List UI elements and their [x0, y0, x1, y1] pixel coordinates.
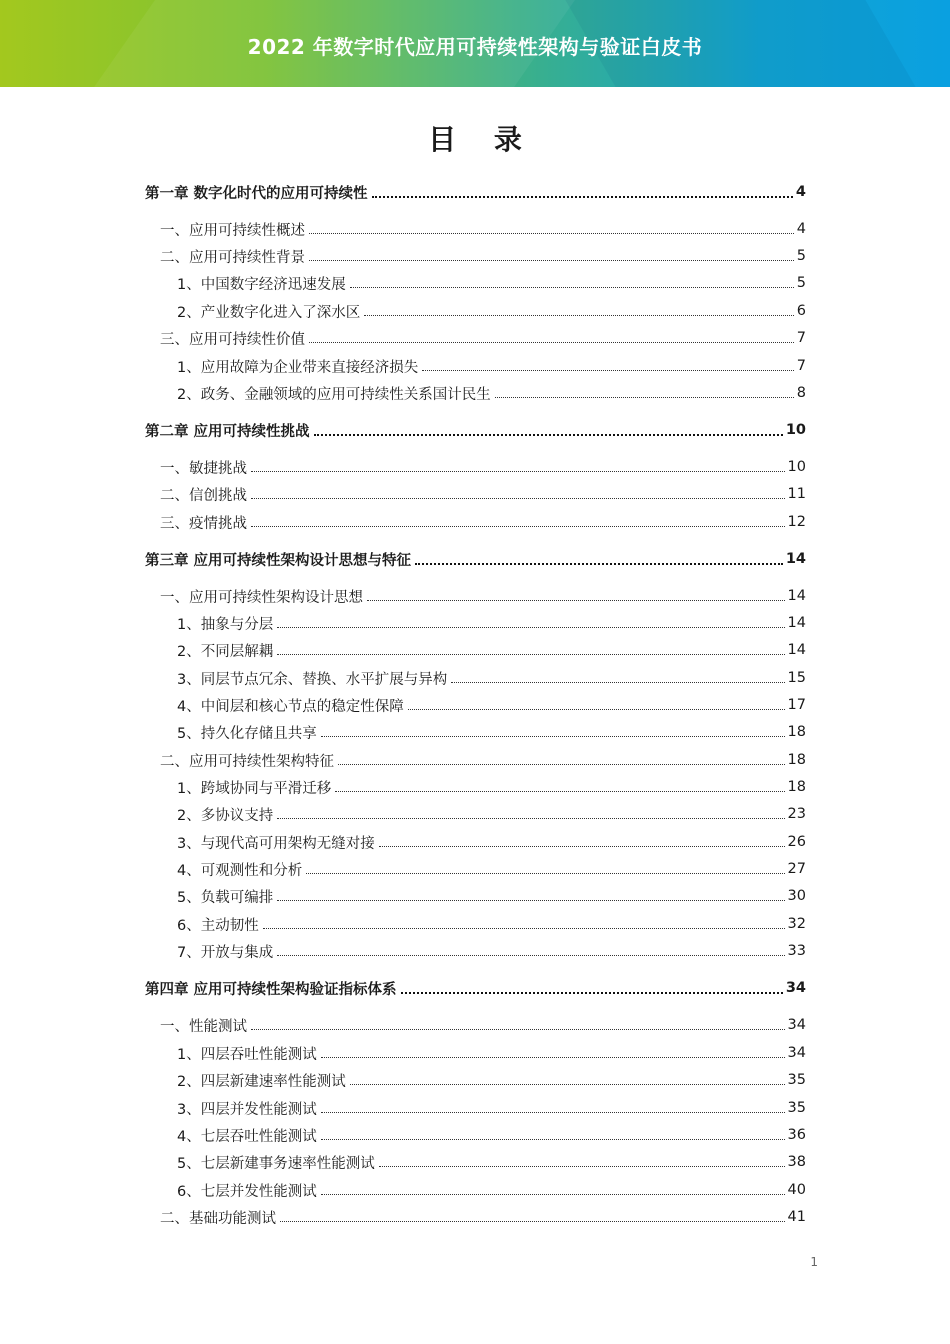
toc-entry-text: 一、应用可持续性概述 [160, 222, 305, 239]
toc-page-number: 23 [787, 806, 806, 822]
toc-page-number: 40 [787, 1182, 806, 1198]
toc-subsection[interactable] [145, 667, 806, 689]
toc-page-number: 10 [785, 422, 806, 438]
toc-subsection[interactable] [145, 913, 806, 935]
toc-subsection[interactable] [145, 1042, 806, 1064]
dot-leader [251, 1029, 785, 1030]
toc-subsection[interactable] [145, 803, 806, 825]
toc-page-number: 8 [796, 385, 806, 401]
dot-leader [408, 709, 785, 710]
toc-page-number: 6 [796, 303, 806, 319]
dot-leader [321, 1112, 785, 1113]
toc-entry-text: 6、主动韧性 [177, 917, 259, 934]
dot-leader [379, 846, 785, 847]
dot-leader [350, 1084, 785, 1085]
toc-page-number: 34 [787, 1045, 806, 1061]
toc-subsection[interactable] [145, 1069, 806, 1091]
dot-leader [251, 471, 785, 472]
toc-entry-text: 二、信创挑战 [160, 487, 247, 504]
dot-leader [335, 791, 784, 792]
toc-subsection[interactable] [145, 858, 806, 880]
dot-leader [401, 992, 783, 994]
dot-leader [367, 600, 785, 601]
toc-entry-text: 第二章 应用可持续性挑战 [145, 423, 310, 440]
toc-entry-text: 2、政务、金融领域的应用可持续性关系国计民生 [177, 386, 491, 403]
toc-page-number: 41 [787, 1209, 806, 1225]
toc-entry-text: 一、敏捷挑战 [160, 460, 247, 477]
toc-subsection[interactable] [145, 1097, 806, 1119]
toc-chapter[interactable] [145, 181, 806, 203]
table-of-contents [145, 0, 806, 1344]
toc-entry-text: 1、中国数字经济迅速发展 [177, 276, 346, 293]
toc-page-number: 18 [787, 779, 806, 795]
toc-subsection[interactable] [145, 776, 806, 798]
toc-subsection[interactable] [145, 639, 806, 661]
toc-entry-text: 1、抽象与分层 [177, 616, 274, 633]
toc-entry-text: 二、基础功能测试 [160, 1210, 276, 1227]
dot-leader [309, 233, 794, 234]
toc-subsection[interactable] [145, 1124, 806, 1146]
toc-page-number: 33 [787, 943, 806, 959]
toc-entry-text: 1、四层吞吐性能测试 [177, 1046, 317, 1063]
toc-page-number: 35 [787, 1100, 806, 1116]
toc-section[interactable] [145, 456, 806, 478]
dot-leader [263, 928, 785, 929]
toc-entry-text: 第四章 应用可持续性架构验证指标体系 [145, 981, 397, 998]
toc-entry-text: 一、应用可持续性架构设计思想 [160, 589, 363, 606]
dot-leader [280, 1221, 785, 1222]
toc-heading: 目 录 [428, 123, 536, 156]
toc-page-number: 14 [787, 588, 806, 604]
toc-page-number: 4 [795, 184, 806, 200]
page-number: 1 [810, 1255, 818, 1269]
toc-page-number: 4 [796, 221, 806, 237]
toc-subsection[interactable] [145, 721, 806, 743]
dot-leader [415, 563, 783, 565]
toc-subsection[interactable] [145, 612, 806, 634]
toc-page-number: 10 [787, 459, 806, 475]
toc-chapter[interactable] [145, 548, 806, 570]
toc-page-number: 34 [787, 1017, 806, 1033]
toc-section[interactable] [145, 585, 806, 607]
toc-page-number: 36 [787, 1127, 806, 1143]
toc-entry-text: 6、七层并发性能测试 [177, 1183, 317, 1200]
toc-entry-text: 4、中间层和核心节点的稳定性保障 [177, 698, 404, 715]
toc-page-number: 34 [785, 980, 806, 996]
toc-entry-text: 第三章 应用可持续性架构设计思想与特征 [145, 552, 412, 569]
toc-entry-text: 二、应用可持续性背景 [160, 249, 305, 266]
toc-entry-text: 2、不同层解耦 [177, 643, 274, 660]
dot-leader [451, 682, 784, 683]
dot-leader [251, 526, 785, 527]
dot-leader [321, 1139, 785, 1140]
dot-leader [321, 736, 785, 737]
toc-subsection[interactable] [145, 300, 806, 322]
toc-page-number: 7 [796, 358, 806, 374]
toc-section[interactable] [145, 327, 806, 349]
dot-leader [251, 498, 785, 499]
toc-page-number: 17 [787, 697, 806, 713]
toc-entry-text: 2、四层新建速率性能测试 [177, 1073, 346, 1090]
toc-page-number: 30 [787, 888, 806, 904]
toc-section[interactable] [145, 245, 806, 267]
toc-page-number: 35 [787, 1072, 806, 1088]
dot-leader [277, 955, 784, 956]
toc-entry-text: 2、多协议支持 [177, 807, 274, 824]
toc-section[interactable] [145, 749, 806, 771]
toc-entry-text: 4、可观测性和分析 [177, 862, 303, 879]
toc-chapter[interactable] [145, 977, 806, 999]
toc-subsection[interactable] [145, 885, 806, 907]
toc-subsection[interactable] [145, 382, 806, 404]
toc-subsection[interactable] [145, 831, 806, 853]
dot-leader [338, 764, 785, 765]
dot-leader [321, 1194, 785, 1195]
toc-page-number: 5 [796, 275, 806, 291]
dot-leader [379, 1166, 785, 1167]
toc-entry-text: 三、应用可持续性价值 [160, 331, 305, 348]
toc-entry-text: 2、产业数字化进入了深水区 [177, 304, 361, 321]
toc-section[interactable] [145, 1206, 806, 1228]
dot-leader [495, 397, 794, 398]
toc-page-number: 15 [787, 670, 806, 686]
toc-page-number: 38 [787, 1154, 806, 1170]
toc-subsection[interactable] [145, 272, 806, 294]
dot-leader [309, 342, 794, 343]
dot-leader [321, 1057, 785, 1058]
dot-leader [350, 287, 794, 288]
toc-subsection[interactable] [145, 355, 806, 377]
dot-leader [309, 260, 794, 261]
toc-entry-text: 第一章 数字化时代的应用可持续性 [145, 185, 368, 202]
dot-leader [314, 434, 783, 436]
toc-page-number: 26 [787, 834, 806, 850]
toc-entry-text: 二、应用可持续性架构特征 [160, 753, 334, 770]
toc-entry-text: 1、跨域协同与平滑迁移 [177, 780, 332, 797]
dot-leader [277, 818, 784, 819]
toc-entry-text: 1、应用故障为企业带来直接经济损失 [177, 359, 419, 376]
toc-page-number: 32 [787, 916, 806, 932]
toc-page-number: 12 [787, 514, 806, 530]
dot-leader [277, 627, 784, 628]
toc-subsection[interactable] [145, 694, 806, 716]
toc-section[interactable] [145, 483, 806, 505]
toc-page-number: 14 [787, 615, 806, 631]
toc-entry-text: 4、七层吞吐性能测试 [177, 1128, 317, 1145]
toc-page-number: 7 [796, 330, 806, 346]
toc-subsection[interactable] [145, 1179, 806, 1201]
toc-subsection[interactable] [145, 940, 806, 962]
toc-page-number: 14 [787, 642, 806, 658]
toc-page-number: 5 [796, 248, 806, 264]
dot-leader [306, 873, 784, 874]
dot-leader [422, 370, 794, 371]
dot-leader [364, 315, 794, 316]
toc-section[interactable] [145, 218, 806, 240]
toc-page-number: 18 [787, 724, 806, 740]
dot-leader [277, 654, 784, 655]
toc-section[interactable] [145, 511, 806, 533]
dot-leader [372, 196, 793, 198]
toc-page-number: 11 [787, 486, 806, 502]
toc-entry-text: 3、四层并发性能测试 [177, 1101, 317, 1118]
toc-page-number: 18 [787, 752, 806, 768]
toc-entry-text: 7、开放与集成 [177, 944, 274, 961]
document-title: 2022 年数字时代应用可持续性架构与验证白皮书 [247, 35, 703, 59]
toc-subsection[interactable] [145, 1151, 806, 1173]
toc-entry-text: 5、负载可编排 [177, 889, 274, 906]
toc-entry-text: 三、疫情挑战 [160, 515, 247, 532]
toc-entry-text: 一、性能测试 [160, 1018, 247, 1035]
toc-entry-text: 5、持久化存储且共享 [177, 725, 317, 742]
toc-page-number: 27 [787, 861, 806, 877]
toc-entry-text: 3、与现代高可用架构无缝对接 [177, 835, 375, 852]
toc-section[interactable] [145, 1014, 806, 1036]
dot-leader [277, 900, 784, 901]
toc-page-number: 14 [785, 551, 806, 567]
toc-entry-text: 5、七层新建事务速率性能测试 [177, 1155, 375, 1172]
toc-chapter[interactable] [145, 419, 806, 441]
toc-entry-text: 3、同层节点冗余、替换、水平扩展与异构 [177, 671, 448, 688]
